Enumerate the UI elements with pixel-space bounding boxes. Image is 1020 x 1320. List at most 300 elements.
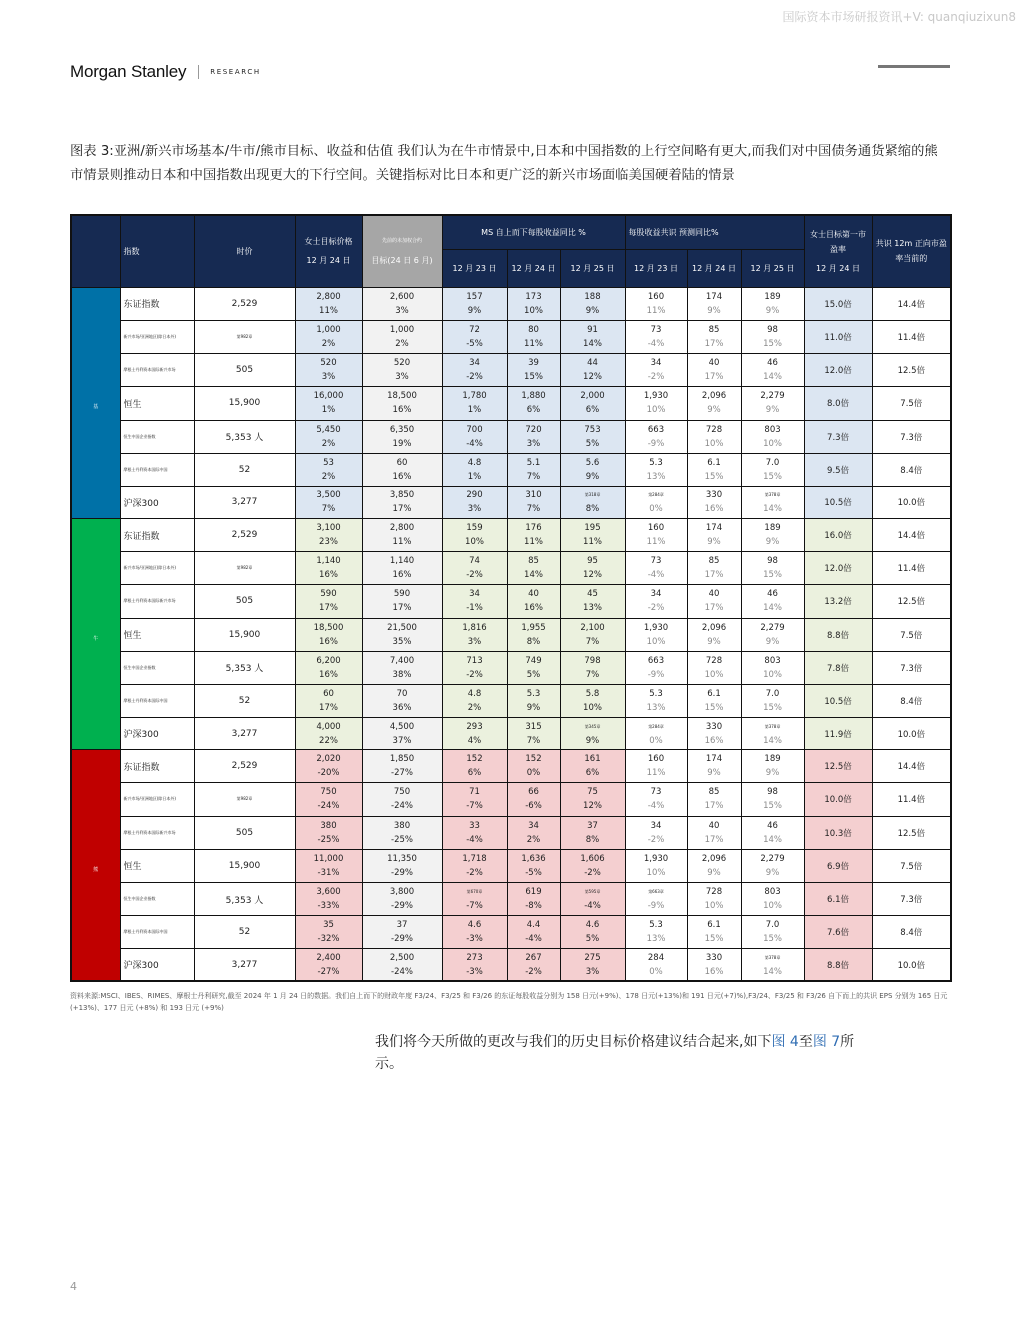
prev-target <box>362 519 442 552</box>
ms-eps-change: 10% <box>465 537 484 548</box>
cons-eps <box>687 618 741 651</box>
consensus-pe: 10.0倍 <box>872 718 951 750</box>
prev-target-value: 4,500 <box>389 721 415 732</box>
cons-eps <box>741 783 804 816</box>
prev-target-change: -24% <box>391 801 413 812</box>
cons-eps-value: 34 <box>650 358 662 369</box>
ms-eps-change: 6% <box>526 405 541 416</box>
ms-target-value: 3,500 <box>316 490 341 501</box>
ms-eps <box>507 750 560 783</box>
ms-eps <box>560 816 625 849</box>
cons-eps-change: 17% <box>704 372 724 383</box>
prev-target <box>362 387 442 420</box>
ms-eps <box>507 519 560 552</box>
target-fwd-pe: 7.3倍 <box>804 420 872 453</box>
ms-target-change: -24% <box>317 801 340 812</box>
index-price: 15,900 <box>194 849 295 882</box>
cons-eps-change: 17% <box>704 339 724 350</box>
ms-eps-value: 293 <box>466 721 483 732</box>
cons-eps <box>741 287 804 320</box>
ms-eps-change: 3% <box>585 966 600 977</box>
cons-eps-value: 2,096 <box>701 622 727 633</box>
target-fwd-pe: 8.0倍 <box>804 387 872 420</box>
prev-target-change: 3% <box>395 372 409 383</box>
cons-eps <box>741 354 804 387</box>
ms-eps <box>507 849 560 882</box>
ms-eps-change: 11% <box>583 537 602 548</box>
cons-eps-change: 17% <box>704 570 724 581</box>
cons-eps <box>687 718 741 750</box>
cons-eps <box>687 916 741 949</box>
index-price: 3,277 <box>194 486 295 518</box>
ms-eps <box>560 519 625 552</box>
cons-eps-value: 2,096 <box>701 391 727 402</box>
ms-target-change: 22% <box>319 735 338 746</box>
ms-eps-change: -4% <box>584 901 601 911</box>
table-row <box>71 684 951 717</box>
cons-eps-value: 73 <box>650 787 662 798</box>
consensus-pe: 11.4倍 <box>872 783 951 816</box>
ms-eps-change: 10% <box>583 702 602 713</box>
table-row <box>71 651 951 684</box>
ms-eps-value: 80 <box>528 325 539 336</box>
prev-target-value: 2,800 <box>389 523 415 534</box>
index-name: 新兴市场/亚洲地区(除日本外) <box>120 321 194 354</box>
ms-eps <box>560 783 625 816</box>
ms-eps-value: 40 <box>528 589 539 600</box>
ms-eps-value: 91 <box>587 325 598 336</box>
ms-eps <box>442 387 507 420</box>
ms-eps-value: 700 <box>466 424 483 435</box>
cons-eps-change: 15% <box>704 702 724 713</box>
cons-eps <box>687 420 741 453</box>
prev-target <box>362 849 442 882</box>
cons-eps-value: 2,279 <box>760 853 785 864</box>
cons-eps <box>687 816 741 849</box>
ms-eps-value: 1,880 <box>521 391 546 402</box>
cons-eps-value: 5.3 <box>649 920 663 931</box>
ms-eps-change: -6% <box>525 801 542 812</box>
target-fwd-pe: 15.0倍 <box>804 287 872 320</box>
cons-eps-value: 5.3 <box>649 457 663 468</box>
prev-target <box>362 354 442 387</box>
ms-eps-value: 290 <box>466 490 483 501</box>
ms-eps-value: 2,100 <box>580 622 605 633</box>
ms-eps-change: 5% <box>526 669 541 680</box>
cons-eps-value: 2,096 <box>701 853 727 864</box>
ms-eps-change: 16% <box>524 603 543 614</box>
cons-eps-value: 98 <box>767 556 778 567</box>
ms-eps <box>442 321 507 354</box>
ms-target-change: 2% <box>321 438 336 449</box>
cons-eps-value: 803 <box>764 655 781 666</box>
ms-eps-value: 33 <box>469 820 480 831</box>
index-price: 3,277 <box>194 949 295 981</box>
prev-target <box>362 750 442 783</box>
cons-eps-change: 0% <box>649 735 663 746</box>
ms-eps-change: 5% <box>585 438 600 449</box>
cons-eps-value: 85 <box>708 556 720 567</box>
cons-eps-change: -9% <box>647 438 665 449</box>
ms-target <box>295 949 362 981</box>
ms-eps-value: 188 <box>584 291 601 302</box>
cons-eps-value: 34 <box>650 820 662 831</box>
cons-eps <box>625 585 687 618</box>
prev-target <box>362 783 442 816</box>
cons-eps-change: -2% <box>647 603 665 614</box>
table-row <box>71 718 951 750</box>
index-price: 2,529 <box>194 519 295 552</box>
ms-eps <box>560 651 625 684</box>
index-price: 2,529 <box>194 287 295 320</box>
cons-eps-value: 98 <box>767 787 778 798</box>
consensus-pe: 12.5倍 <box>872 816 951 849</box>
cons-eps-change: 10% <box>763 669 782 680</box>
ms-eps-value: 44 <box>587 358 598 369</box>
cons-eps-value: 160 <box>647 291 665 302</box>
ms-eps <box>507 321 560 354</box>
ms-eps <box>442 916 507 949</box>
ms-eps <box>507 783 560 816</box>
ms-eps <box>442 552 507 585</box>
body-text-before: 我们将今天所做的更改与我们的历史目标价格建议结合起来,如下 <box>375 1034 772 1050</box>
ms-eps-change: 1% <box>467 471 482 482</box>
ms-eps <box>507 354 560 387</box>
cons-eps-value: 46 <box>767 589 778 600</box>
cons-eps-change: 16% <box>704 504 724 515</box>
cons-eps-change: 17% <box>704 603 724 614</box>
ms-eps-change: -5% <box>466 339 483 350</box>
ms-eps-change: -7% <box>466 801 483 812</box>
brand-research-label: RESEARCH <box>210 68 261 76</box>
cons-eps <box>741 321 804 354</box>
cons-eps-value: 6.1 <box>707 457 721 468</box>
cons-eps-change: 10% <box>704 901 724 911</box>
index-name: 沪深300 <box>120 949 194 981</box>
index-name: 摩根士丹利资本国际新兴市场 <box>120 585 194 618</box>
cons-eps <box>687 354 741 387</box>
index-name: 新兴市场/亚洲地区(除日本外) <box>120 552 194 585</box>
cons-eps <box>625 750 687 783</box>
ms-target <box>295 287 362 320</box>
cons-eps-value: 第284章 <box>648 492 664 498</box>
prev-target-change: 16% <box>392 570 412 581</box>
ms-target-value: 4,000 <box>316 721 341 732</box>
prev-target-value: 2,600 <box>389 291 415 302</box>
brand-name: Morgan Stanley <box>70 62 187 81</box>
ms-eps-change: 14% <box>524 570 543 581</box>
cons-eps-value: 第378章 <box>764 492 781 498</box>
ms-target-value: 380 <box>320 820 337 831</box>
ms-eps-change: 1% <box>467 405 482 416</box>
ms-target-value: 16,000 <box>313 391 344 402</box>
cons-eps-change: -2% <box>647 372 665 383</box>
consensus-pe: 12.5倍 <box>872 585 951 618</box>
ms-target <box>295 783 362 816</box>
ms-eps-value: 753 <box>584 424 601 435</box>
ms-eps <box>560 287 625 320</box>
index-name: 新兴市场/亚洲地区(除日本外) <box>120 783 194 816</box>
cons-eps-value: 34 <box>650 589 662 600</box>
cons-eps-change: 15% <box>704 934 724 945</box>
ms-eps-change: 8% <box>585 504 600 515</box>
cons-eps-value: 330 <box>705 721 723 732</box>
ms-eps <box>442 486 507 518</box>
prev-target-change: 38% <box>392 669 412 680</box>
cons-eps-change: 9% <box>707 305 721 316</box>
cons-eps-value: 728 <box>705 655 723 666</box>
ms-eps <box>507 916 560 949</box>
cons-eps-value: 189 <box>764 523 781 534</box>
prev-target <box>362 585 442 618</box>
cons-eps-value: 284 <box>647 952 665 963</box>
cons-eps-change: 9% <box>765 636 780 647</box>
prev-target-change: 16% <box>392 471 412 482</box>
ms-eps-value: 267 <box>525 952 542 963</box>
cons-eps-value: 第378章 <box>764 723 781 729</box>
ms-eps <box>560 882 625 915</box>
ms-eps <box>442 750 507 783</box>
cons-eps-change: 13% <box>646 934 666 945</box>
ms-eps <box>442 453 507 486</box>
ms-eps-value: 5.6 <box>585 457 600 468</box>
ms-eps-change: -4% <box>466 438 483 449</box>
index-name: 摩根士丹利资本国际中国 <box>120 684 194 717</box>
cons-eps-change: 9% <box>765 305 780 316</box>
ms-eps <box>442 783 507 816</box>
ms-eps-change: 2% <box>526 834 541 845</box>
table-row <box>71 486 951 518</box>
header-cons-fy23: 12 月 23 日 <box>625 249 687 287</box>
ms-eps-change: -2% <box>466 669 483 680</box>
body-text-middle: 至 <box>798 1034 813 1050</box>
ms-eps-value: 798 <box>584 655 601 666</box>
ms-eps-change: 8% <box>585 834 600 845</box>
table-row <box>71 519 951 552</box>
cons-eps <box>625 916 687 949</box>
table-row <box>71 916 951 949</box>
cons-eps-change: 11% <box>646 305 666 316</box>
ms-eps-value: 619 <box>525 887 542 897</box>
ms-eps-change: 6% <box>467 768 482 779</box>
ms-eps-change: -4% <box>525 934 542 945</box>
ms-target-change: -25% <box>317 834 340 845</box>
header-rule <box>878 65 950 68</box>
cons-eps-change: 14% <box>763 372 782 383</box>
ms-eps-change: -2% <box>466 867 483 878</box>
prev-target <box>362 816 442 849</box>
cons-eps <box>625 882 687 915</box>
prev-target-change: -25% <box>391 834 413 845</box>
cons-eps <box>625 783 687 816</box>
consensus-pe: 14.4倍 <box>872 519 951 552</box>
ms-eps <box>507 552 560 585</box>
ms-eps-change: 6% <box>585 405 600 416</box>
ms-eps-value: 85 <box>528 556 539 567</box>
ms-eps-change: 9% <box>467 305 482 316</box>
target-fwd-pe: 7.6倍 <box>804 916 872 949</box>
ms-target-change: -33% <box>317 901 340 911</box>
exhibit-4-link[interactable]: 图 4 <box>771 1034 799 1050</box>
ms-eps <box>442 882 507 915</box>
ms-target-change: 23% <box>319 537 338 548</box>
ms-target-value: 18,500 <box>313 622 344 633</box>
ms-eps-change: 15% <box>524 372 543 383</box>
cons-eps-value: 174 <box>705 754 723 765</box>
ms-eps-change: -7% <box>466 901 483 911</box>
cons-eps <box>687 287 741 320</box>
prev-target-value: 18,500 <box>387 391 417 402</box>
ms-eps-change: 9% <box>585 735 600 746</box>
consensus-pe: 12.5倍 <box>872 354 951 387</box>
consensus-pe: 11.4倍 <box>872 552 951 585</box>
table-row <box>71 287 951 320</box>
ms-eps-value: 34 <box>528 820 539 831</box>
ms-target <box>295 354 362 387</box>
prev-target-change: 17% <box>392 504 412 515</box>
cons-eps-value: 85 <box>708 787 720 798</box>
ms-eps-change: -2% <box>584 867 601 878</box>
index-name: 东证指数 <box>120 287 194 320</box>
cons-eps <box>741 453 804 486</box>
cons-eps-change: 14% <box>763 603 782 614</box>
index-name: 摩根士丹利资本国际中国 <box>120 916 194 949</box>
cons-eps-value: 7.0 <box>765 457 780 468</box>
cons-eps-value: 160 <box>647 523 665 534</box>
header-prev-target: 先前的未加权合约 目标(24 日 6 月) <box>362 215 442 287</box>
ms-eps <box>507 651 560 684</box>
ms-eps <box>560 486 625 518</box>
cons-eps-change: 0% <box>649 966 663 977</box>
body-text-after: 所示。 <box>375 1034 855 1072</box>
header-cons-eps-group: 每股收益共识 预测同比% <box>625 215 804 249</box>
cons-eps-value: 73 <box>650 325 662 336</box>
prev-target <box>362 718 442 750</box>
ms-target-change: 16% <box>319 570 338 581</box>
cons-eps-change: 10% <box>646 867 666 878</box>
target-fwd-pe: 11.0倍 <box>804 321 872 354</box>
cons-eps-change: 13% <box>646 702 666 713</box>
index-price: 2,529 <box>194 750 295 783</box>
ms-eps <box>507 420 560 453</box>
index-name: 东证指数 <box>120 519 194 552</box>
cons-eps-change: -4% <box>647 339 665 350</box>
ms-target-value: 1,000 <box>316 325 341 336</box>
ms-eps-value: 5.8 <box>585 688 600 699</box>
cons-eps-value: 40 <box>708 820 720 831</box>
ms-eps-change: 13% <box>583 603 602 614</box>
cons-eps-change: 15% <box>704 471 724 482</box>
ms-eps-value: 39 <box>528 358 539 369</box>
prev-target-value: 1,140 <box>389 556 415 567</box>
consensus-pe: 7.5倍 <box>872 387 951 420</box>
table-row <box>71 387 951 420</box>
consensus-pe: 8.4倍 <box>872 916 951 949</box>
cons-eps-value: 98 <box>767 325 778 336</box>
ms-target-value: 35 <box>323 920 334 931</box>
ms-eps <box>507 287 560 320</box>
cons-eps <box>741 618 804 651</box>
target-fwd-pe: 7.8倍 <box>804 651 872 684</box>
cons-eps-value: 1,930 <box>643 622 669 633</box>
ms-eps <box>442 949 507 981</box>
ms-eps <box>442 684 507 717</box>
cons-eps <box>687 783 741 816</box>
scenario-band <box>71 287 120 518</box>
ms-eps <box>442 287 507 320</box>
prev-target-change: 36% <box>392 702 412 713</box>
ms-target-value: 60 <box>323 688 334 699</box>
ms-eps-value: 95 <box>587 556 598 567</box>
ms-eps <box>507 684 560 717</box>
ms-eps <box>507 486 560 518</box>
cons-eps-change: 15% <box>763 471 782 482</box>
cons-eps-value: 663 <box>647 655 665 666</box>
prev-target <box>362 651 442 684</box>
cons-eps-change: 15% <box>763 339 782 350</box>
table-row <box>71 453 951 486</box>
cons-eps-value: 85 <box>708 325 720 336</box>
ms-target-change: 3% <box>321 372 336 383</box>
cons-eps-change: 9% <box>765 537 780 548</box>
cons-eps-change: 9% <box>707 537 721 548</box>
ms-target-value: 590 <box>320 589 337 600</box>
cons-eps-change: 10% <box>646 636 666 647</box>
consensus-pe: 7.5倍 <box>872 618 951 651</box>
table-row <box>71 949 951 981</box>
prev-target-change: -29% <box>391 901 413 911</box>
ms-eps-value: 第670章 <box>466 889 483 894</box>
ms-eps-change: 4% <box>467 735 482 746</box>
cons-eps-value: 189 <box>764 291 781 302</box>
cons-eps-value: 2,279 <box>760 622 785 633</box>
index-price: 第982章 <box>194 321 295 354</box>
ms-eps <box>560 420 625 453</box>
ms-target-change: 16% <box>319 636 338 647</box>
cons-eps <box>625 552 687 585</box>
prev-target-change: -29% <box>391 934 413 945</box>
cons-eps-change: 10% <box>704 438 724 449</box>
prev-target <box>362 552 442 585</box>
index-name: 东证指数 <box>120 750 194 783</box>
cons-eps-change: 14% <box>763 735 782 746</box>
prev-target-value: 3,800 <box>389 887 415 897</box>
ms-eps <box>442 519 507 552</box>
ms-eps-value: 152 <box>525 754 542 765</box>
cons-eps-change: 11% <box>646 537 666 548</box>
prev-target-value: 380 <box>393 820 411 831</box>
scenario-table <box>70 214 952 982</box>
cons-eps <box>687 453 741 486</box>
ms-target-value: 750 <box>320 787 337 798</box>
ms-target-change: 2% <box>321 471 336 482</box>
ms-eps <box>560 718 625 750</box>
cons-eps-value: 5.3 <box>649 688 663 699</box>
cons-eps <box>687 882 741 915</box>
cons-eps-change: 14% <box>763 966 782 977</box>
ms-eps-value: 第318章 <box>584 492 601 498</box>
ms-eps <box>442 585 507 618</box>
ms-target-change: -20% <box>317 768 340 779</box>
index-price: 5,353 人 <box>194 651 295 684</box>
ms-eps-value: 72 <box>469 325 480 336</box>
exhibit-7-link[interactable]: 图 7 <box>812 1034 841 1050</box>
cons-eps-change: 9% <box>765 768 780 779</box>
ms-eps <box>560 949 625 981</box>
ms-target <box>295 453 362 486</box>
table-row <box>71 321 951 354</box>
ms-target <box>295 387 362 420</box>
